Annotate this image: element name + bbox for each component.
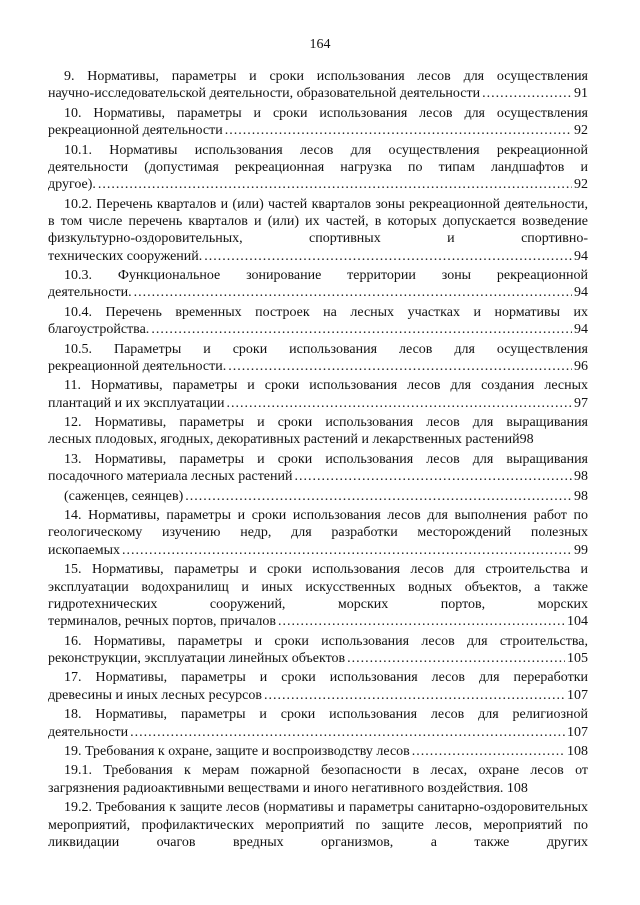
toc-entry (48, 706, 588, 741)
toc-entry-last-line (48, 724, 588, 741)
dot-leader (204, 248, 572, 265)
toc-entry-text: 10.5. Параметры и сроки использования лесов для осуществления (64, 341, 588, 357)
toc-page-number: 94 (574, 285, 588, 301)
toc-entry-last-line (48, 431, 588, 448)
toc-entry (48, 561, 588, 630)
toc-entry (48, 507, 588, 559)
dot-leader (130, 724, 565, 741)
toc-entry-tail-text: 19. Требования к охране, защите и воспроизводству лесов (64, 743, 410, 759)
toc-page-number: 91 (574, 86, 588, 102)
toc-entry-last-line (48, 613, 588, 630)
toc-entry-last-line (48, 650, 588, 667)
toc-entry (48, 414, 588, 449)
toc-entry (48, 488, 588, 505)
toc-entry-tail-text: рекреационной деятельности. (48, 358, 227, 374)
toc-entry-tail-text: деятельности (48, 724, 129, 740)
toc-entry (48, 377, 588, 412)
dot-leader (412, 743, 565, 760)
dot-leader (228, 358, 572, 375)
toc-entry-text: 11. Нормативы, параметры и сроки использования лесов для создания лесных (64, 378, 588, 394)
toc-entry-tail-text: терминалов, речных портов, причалов (48, 614, 277, 630)
toc-entry-tail-text: научно-исследовательской деятельности, образовательной деятельности (48, 86, 481, 102)
toc-entry-text: 17. Нормативы, параметры и сроки использования лесов для переработки (64, 670, 588, 686)
toc-entry-text: 19.1. Требования к мерам пожарной безопасности в лесах, охране лесов от (64, 763, 588, 779)
toc-entry-text: 9. Нормативы, параметры и сроки использования лесов для осуществления (64, 69, 588, 84)
toc-page-number: 92 (574, 123, 588, 139)
toc-entry-tail-text: благоустройства. (48, 322, 150, 338)
toc-page-number: 99 (574, 542, 588, 558)
toc-entry-last-line (48, 284, 588, 301)
toc-entry-last-line (48, 488, 588, 505)
dot-leader (295, 468, 572, 485)
toc-entry-tail-text: лесных плодовых, ягодных, декоративных растений и лекарственных растений98 (48, 432, 534, 448)
toc-page-number: 105 (567, 650, 588, 666)
toc-page-number: 92 (574, 177, 588, 193)
toc-entry (48, 669, 588, 704)
dot-leader (482, 85, 572, 102)
toc-entry-text: 10.2. Перечень кварталов и (или) частей кварталов зоны рекреационной деятельности, в том числе перечень кварталов и (или) их частей, в которых допускается возведение физкультурно-оздоровительных, спортивных и спортивно- (48, 196, 588, 247)
toc-entry-last-line (48, 542, 588, 559)
toc-entry-last-line (48, 176, 588, 193)
toc-entry-text: 10.4. Перечень временных построек на лесных участках и нормативы их (64, 304, 588, 320)
toc-entry-text: 10.1. Нормативы использования лесов для осуществления рекреационной деятельности (допустимая рекреационная нагрузка по типам ландшафтов и (48, 142, 588, 175)
toc-page-number: 96 (574, 358, 588, 374)
toc-page-number: 94 (574, 322, 588, 338)
dot-leader (151, 321, 572, 338)
dot-leader (264, 687, 565, 704)
toc-entry (48, 743, 588, 760)
toc-entry-tail-text: другое). (48, 177, 96, 193)
toc-entry-last-line (48, 687, 588, 704)
dot-leader (226, 395, 572, 412)
toc-entry-text: 15. Нормативы, параметры и сроки использования лесов для строительства и эксплуатации водохранилищ и иных искусственных водных объектов, а также гидротехнических сооружений, морских портов, морских (48, 562, 588, 612)
toc-entry-last-line (48, 248, 588, 265)
toc-page-number: 104 (567, 614, 588, 630)
toc-entry-text: 13. Нормативы, параметры и сроки использования лесов для выращивания (64, 451, 588, 467)
toc-entry-text: 18. Нормативы, параметры и сроки использования лесов для религиозной (64, 707, 588, 723)
toc-page-number: 108 (567, 743, 588, 759)
toc-entry-last-line (48, 358, 588, 375)
toc-entry-last-line (48, 468, 588, 485)
toc-entry-tail-text: посадочного материала лесных растений (48, 469, 293, 485)
toc-entry-last-line (48, 321, 588, 338)
dot-leader (134, 284, 572, 301)
toc-entry-text: 16. Нормативы, параметры и сроки использования лесов для строительства, (64, 633, 588, 649)
toc-entry-text: 19.2. Требования к защите лесов (нормативы и параметры санитарно-оздоровительных мероприятий, профилактических мероприятий по защите лесов, мероприятий по ликвидации очагов вредных организмов, а также других (48, 800, 588, 850)
toc-page-number: 98 (574, 488, 588, 504)
toc-entry (48, 196, 588, 265)
toc-entry (48, 341, 588, 376)
toc-page-number: 107 (567, 724, 588, 740)
toc-entry (48, 762, 588, 797)
toc-entry-tail-text: древесины и иных лесных ресурсов (48, 687, 262, 703)
toc-entry-tail-text: реконструкции, эксплуатации линейных объектов (48, 650, 346, 666)
toc-entry-text: 12. Нормативы, параметры и сроки использования лесов для выращивания (64, 415, 588, 431)
toc-entry-text: 10.3. Функциональное зонирование территории зоны рекреационной (64, 268, 588, 284)
toc-page-number: 107 (567, 687, 588, 703)
page-number: 164 (309, 37, 331, 52)
toc-entry (48, 68, 588, 103)
toc-entry-tail-text: деятельности. (48, 285, 132, 301)
toc-entry (48, 451, 588, 486)
dot-leader (122, 542, 572, 559)
toc-entry (48, 267, 588, 302)
toc-entry-tail-text: рекреационной деятельности (48, 123, 223, 139)
toc-entry (48, 799, 588, 851)
toc-entry-tail-text: ископаемых (48, 542, 120, 558)
toc-page-number: 94 (574, 248, 588, 264)
toc-entry-tail-text: (саженцев, сеянцев) (64, 488, 184, 504)
dot-leader (185, 488, 572, 505)
dot-leader (347, 650, 565, 667)
toc-entry-last-line (48, 122, 588, 139)
toc-entry (48, 142, 588, 194)
dot-leader (278, 613, 565, 630)
toc-entry (48, 105, 588, 140)
toc-entry-tail-text: загрязнения радиоактивными веществами и иного негативного воздействия. 108 (48, 780, 528, 796)
dot-leader (225, 122, 572, 139)
toc-page-number: 98 (574, 469, 588, 485)
toc-entry-tail-text: технических сооружений. (48, 248, 203, 264)
toc-entry-text: 10. Нормативы, параметры и сроки использования лесов для осуществления (64, 105, 588, 121)
toc-page-number: 97 (574, 395, 588, 411)
toc-entry (48, 633, 588, 668)
toc-entry-last-line (48, 85, 588, 102)
toc-entry-tail-text: плантаций и их эксплуатации (48, 395, 225, 411)
dot-leader (98, 176, 572, 193)
toc-entry-last-line (48, 743, 588, 760)
toc-entry (48, 304, 588, 339)
toc-entry-last-line (48, 780, 588, 797)
table-of-contents (48, 68, 588, 853)
toc-entry-text: 14. Нормативы, параметры и сроки использования лесов для выполнения работ по геологическому изучению недр, для разработки месторождений полезных (48, 508, 588, 541)
toc-entry-last-line (48, 395, 588, 412)
